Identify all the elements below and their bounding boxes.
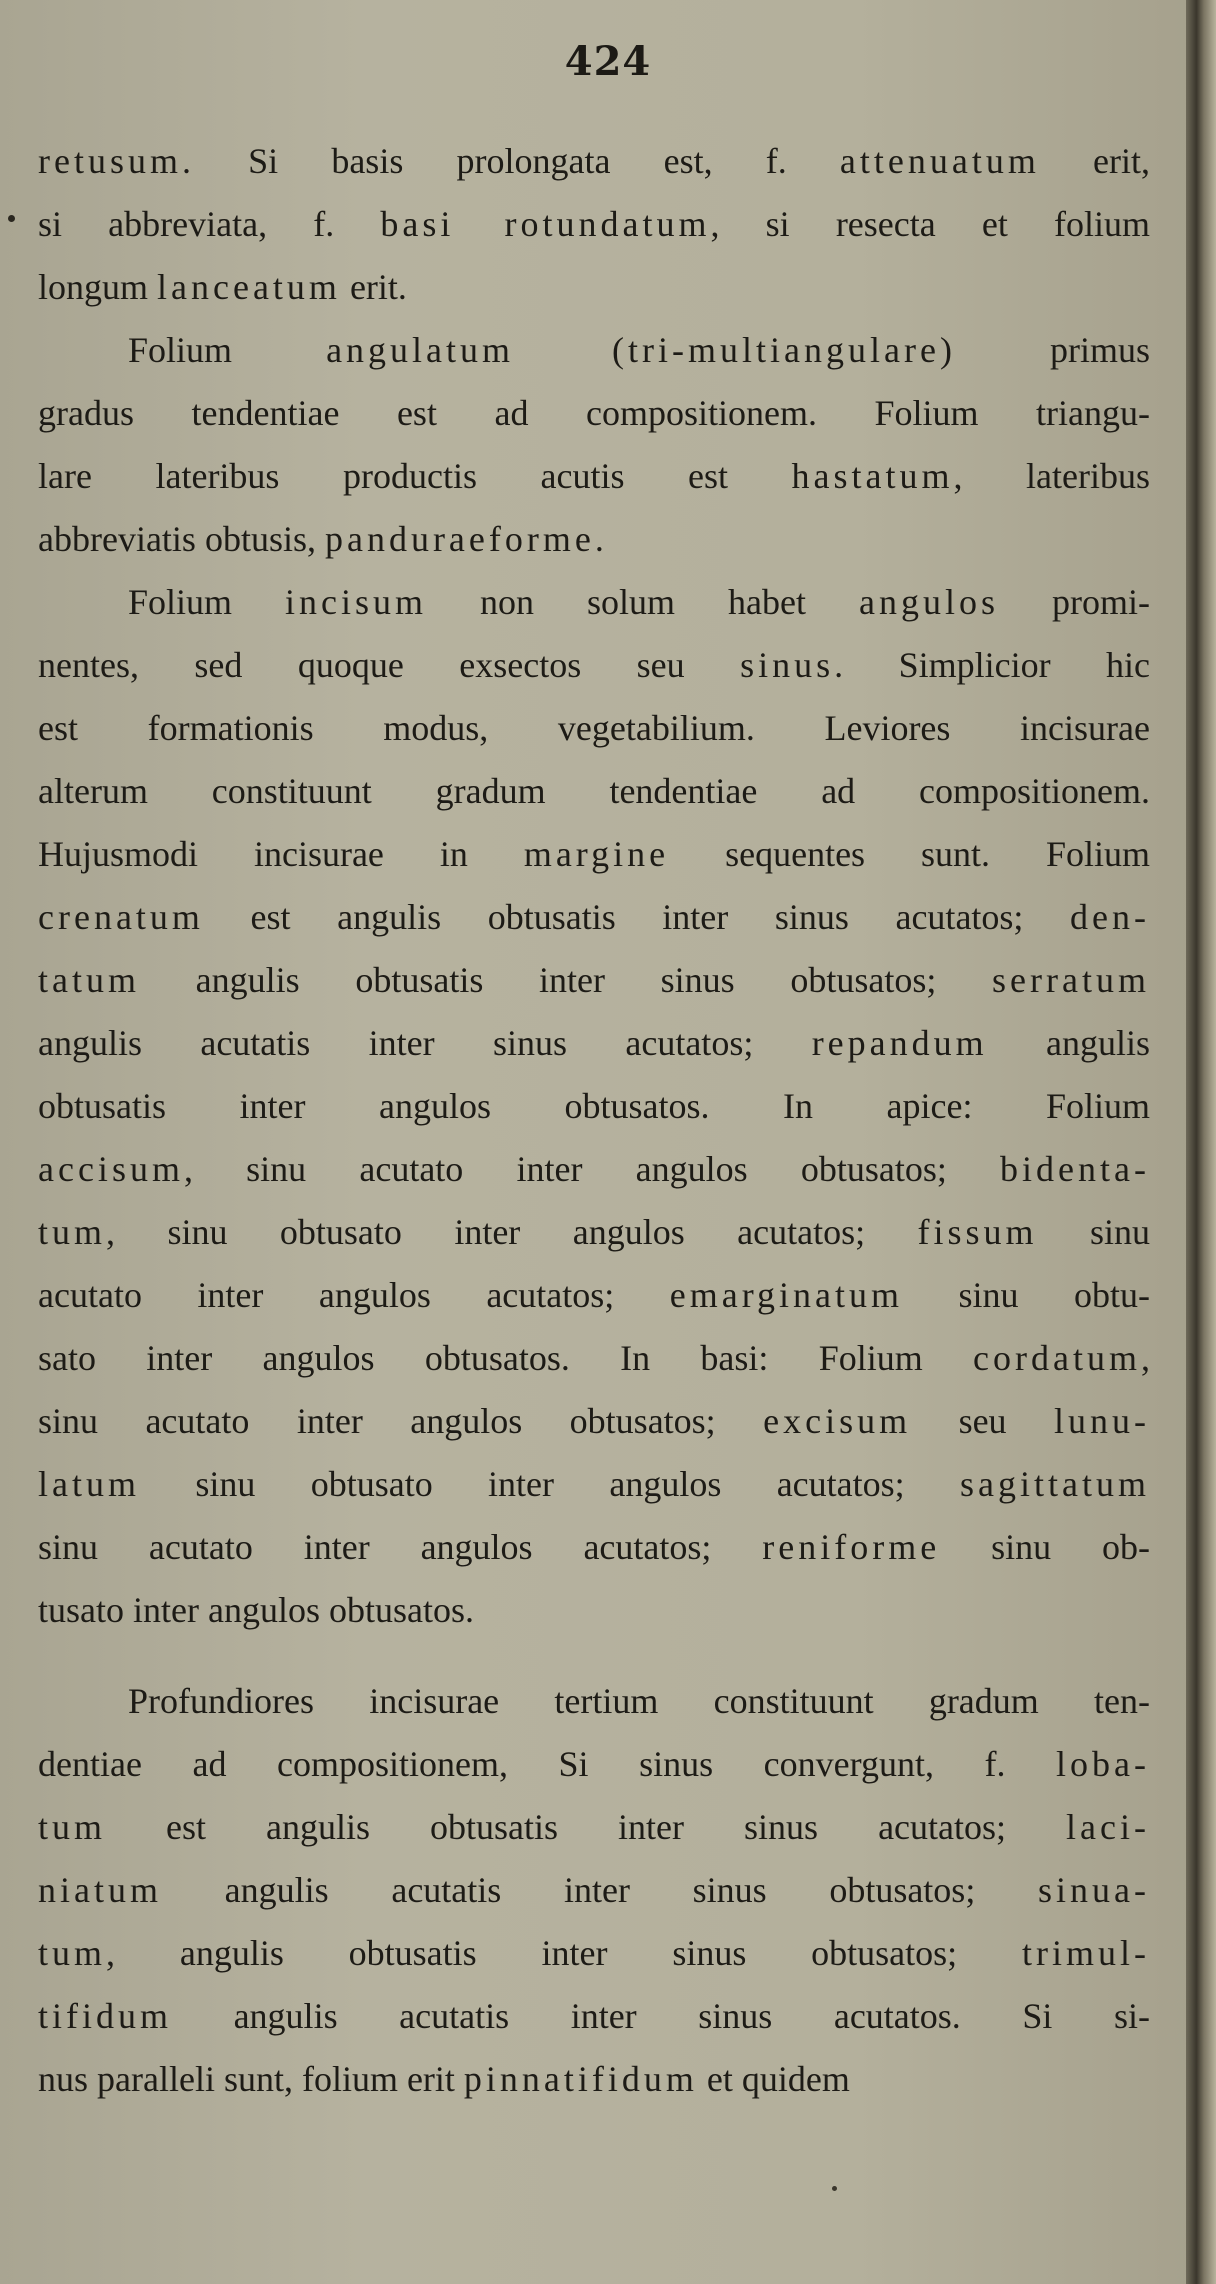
text-line (38, 256, 1150, 319)
spaced-term: tifidum (38, 1996, 172, 2036)
text-run: promi- (999, 582, 1150, 622)
spaced-term: repandum (811, 1023, 988, 1063)
spaced-term: margine (523, 834, 670, 874)
text-run: dentiae ad compositionem, Si sinus convergunt, f. (38, 1744, 1057, 1784)
text-run: sinu ob- (940, 1527, 1151, 1567)
spaced-term: serratum (992, 960, 1150, 1000)
spaced-term: crenatum (38, 897, 204, 937)
text-run: Hujusmodi incisurae in (38, 834, 524, 874)
text-line (38, 1922, 1150, 1985)
text-run: erit. (340, 267, 407, 307)
text-line (38, 571, 1150, 634)
text-run: angulis acutatis inter sinus acutatos; (38, 1023, 812, 1063)
text-run: , sinu obtusato inter angulos acutatos; (106, 1212, 918, 1252)
spaced-term: emarginatum (669, 1275, 904, 1315)
spaced-term: trimul- (1022, 1933, 1150, 1973)
text-line (38, 1138, 1150, 1201)
text-run: est angulis obtusatis inter sinus acutatos; (203, 897, 1071, 937)
text-run: acutato inter angulos acutatos; (38, 1275, 670, 1315)
spaced-term: angulatum (tri-multiangulare) (326, 330, 956, 370)
text-line (38, 886, 1150, 949)
spaced-term: angulos (859, 582, 1000, 622)
text-run: sinu acutato inter angulos acutatos; (38, 1527, 763, 1567)
spaced-term: accisum (38, 1149, 184, 1189)
text-run: , (1141, 1338, 1150, 1378)
spaced-term: sinus (740, 645, 835, 685)
text-run: . Simplicior hic (834, 645, 1150, 685)
spaced-term: bidenta- (1000, 1149, 1150, 1189)
text-run: nus paralleli sunt, folium erit (38, 2059, 464, 2099)
text-line (38, 445, 1150, 508)
text-run: , si resecta et folium (710, 204, 1151, 244)
margin-mark (8, 215, 15, 222)
text-line (38, 508, 1150, 571)
text-run: angulis (987, 1023, 1150, 1063)
page-edge-shadow (1186, 0, 1216, 2284)
spaced-term: loba- (1056, 1744, 1150, 1784)
text-run: angulis acutatis inter sinus acutatos. Si si- (172, 1996, 1150, 2036)
spaced-term: tatum (38, 960, 140, 1000)
text-line (38, 1670, 1150, 1733)
spaced-term: latum (38, 1464, 140, 1504)
text-line (38, 1012, 1150, 1075)
spaced-term: fissum (917, 1212, 1038, 1252)
text-line (38, 1453, 1150, 1516)
text-line (38, 1516, 1150, 1579)
paragraph (38, 571, 1150, 1642)
text-line (38, 1390, 1150, 1453)
spaced-term: retusum. (38, 141, 195, 181)
text-line (38, 130, 1150, 193)
text-run: , angulis obtusatis inter sinus obtusatos; (106, 1933, 1023, 1973)
spaced-term: attenuatum (839, 141, 1040, 181)
text-line (38, 1327, 1150, 1390)
spaced-term: hastatum (791, 456, 954, 496)
spaced-term: pinnatifidum (463, 2059, 698, 2099)
text-run: erit, (1039, 141, 1150, 181)
text-run: sequentes sunt. Folium (669, 834, 1151, 874)
text-run: . (594, 519, 604, 559)
text-line (38, 1859, 1150, 1922)
text-line (38, 1796, 1150, 1859)
text-run: Si basis prolongata est, f. (194, 141, 840, 181)
spaced-term: tum (38, 1807, 107, 1847)
text-run: est formationis modus, vegetabilium. Leviores incisurae (38, 708, 1150, 748)
text-line (38, 949, 1150, 1012)
spaced-term: sagittatum (960, 1464, 1150, 1504)
spaced-term: tum (38, 1212, 107, 1252)
text-run: abbreviatis obtusis, (38, 519, 325, 559)
paragraph (38, 319, 1150, 571)
spaced-term: incisum (285, 582, 428, 622)
text-run: obtusatis inter angulos obtusatos. In apice: Folium (38, 1086, 1150, 1126)
spaced-term: niatum (38, 1870, 162, 1910)
text-line (38, 2048, 1150, 2111)
text-run: si abbreviata, f. (38, 204, 381, 244)
text-run: gradus tendentiae est ad compositionem. Folium triangu- (38, 393, 1150, 433)
text-line (38, 1264, 1150, 1327)
text-run: nentes, sed quoque exsectos seu (38, 645, 741, 685)
text-run: , lateribus (953, 456, 1150, 496)
text-run: et quidem (697, 2059, 850, 2099)
spaced-term: tum (38, 1933, 107, 1973)
paragraph (38, 1670, 1150, 2111)
ink-speck (832, 2186, 837, 2191)
text-run: non solum habet (427, 582, 860, 622)
paragraph (38, 130, 1150, 319)
text-line (38, 1733, 1150, 1796)
text-run: alterum constituunt gradum tendentiae ad compositionem. (38, 771, 1150, 811)
text-line (38, 634, 1150, 697)
text-run: tusato inter angulos obtusatos. (38, 1590, 474, 1630)
text-run: Profundiores incisurae tertium constituunt gradum ten- (128, 1681, 1150, 1721)
spaced-term: den- (1070, 897, 1150, 937)
text-line (38, 1201, 1150, 1264)
text-line (38, 319, 1150, 382)
text-run: Folium (128, 582, 286, 622)
text-line (38, 382, 1150, 445)
text-run: sinu obtu- (903, 1275, 1150, 1315)
body-text (38, 130, 1150, 2111)
spaced-term: sinua- (1038, 1870, 1150, 1910)
text-line (38, 1985, 1150, 2048)
text-line (38, 1579, 1150, 1642)
text-line (38, 697, 1150, 760)
text-line (38, 193, 1150, 256)
spaced-term: panduraeforme (324, 519, 595, 559)
text-run: angulis obtusatis inter sinus obtusatos; (139, 960, 993, 1000)
text-run: sinu (1037, 1212, 1150, 1252)
text-run: Folium (128, 330, 327, 370)
text-line (38, 1075, 1150, 1138)
text-run: seu (911, 1401, 1054, 1441)
spaced-term: cordatum (973, 1338, 1141, 1378)
text-run: sinu obtusato inter angulos acutatos; (139, 1464, 961, 1504)
text-run: sato inter angulos obtusatos. In basi: Folium (38, 1338, 974, 1378)
text-run: lare lateribus productis acutis est (38, 456, 792, 496)
text-run: , sinu acutato inter angulos obtusatos; (183, 1149, 1001, 1189)
page-number: 424 (564, 38, 652, 85)
text-run: longum (38, 267, 158, 307)
text-line (38, 823, 1150, 886)
spaced-term: reniforme (762, 1527, 941, 1567)
text-run: sinu acutato inter angulos obtusatos; (38, 1401, 764, 1441)
spaced-term: laci- (1066, 1807, 1150, 1847)
spaced-term: basi rotundatum (380, 204, 711, 244)
spaced-term: lunu- (1054, 1401, 1150, 1441)
spaced-term: excisum (763, 1401, 912, 1441)
text-line (38, 760, 1150, 823)
text-run: angulis acutatis inter sinus obtusatos; (161, 1870, 1039, 1910)
text-run: est angulis obtusatis inter sinus acutatos; (106, 1807, 1067, 1847)
spaced-term: lanceatum (157, 267, 341, 307)
text-run: primus (955, 330, 1150, 370)
